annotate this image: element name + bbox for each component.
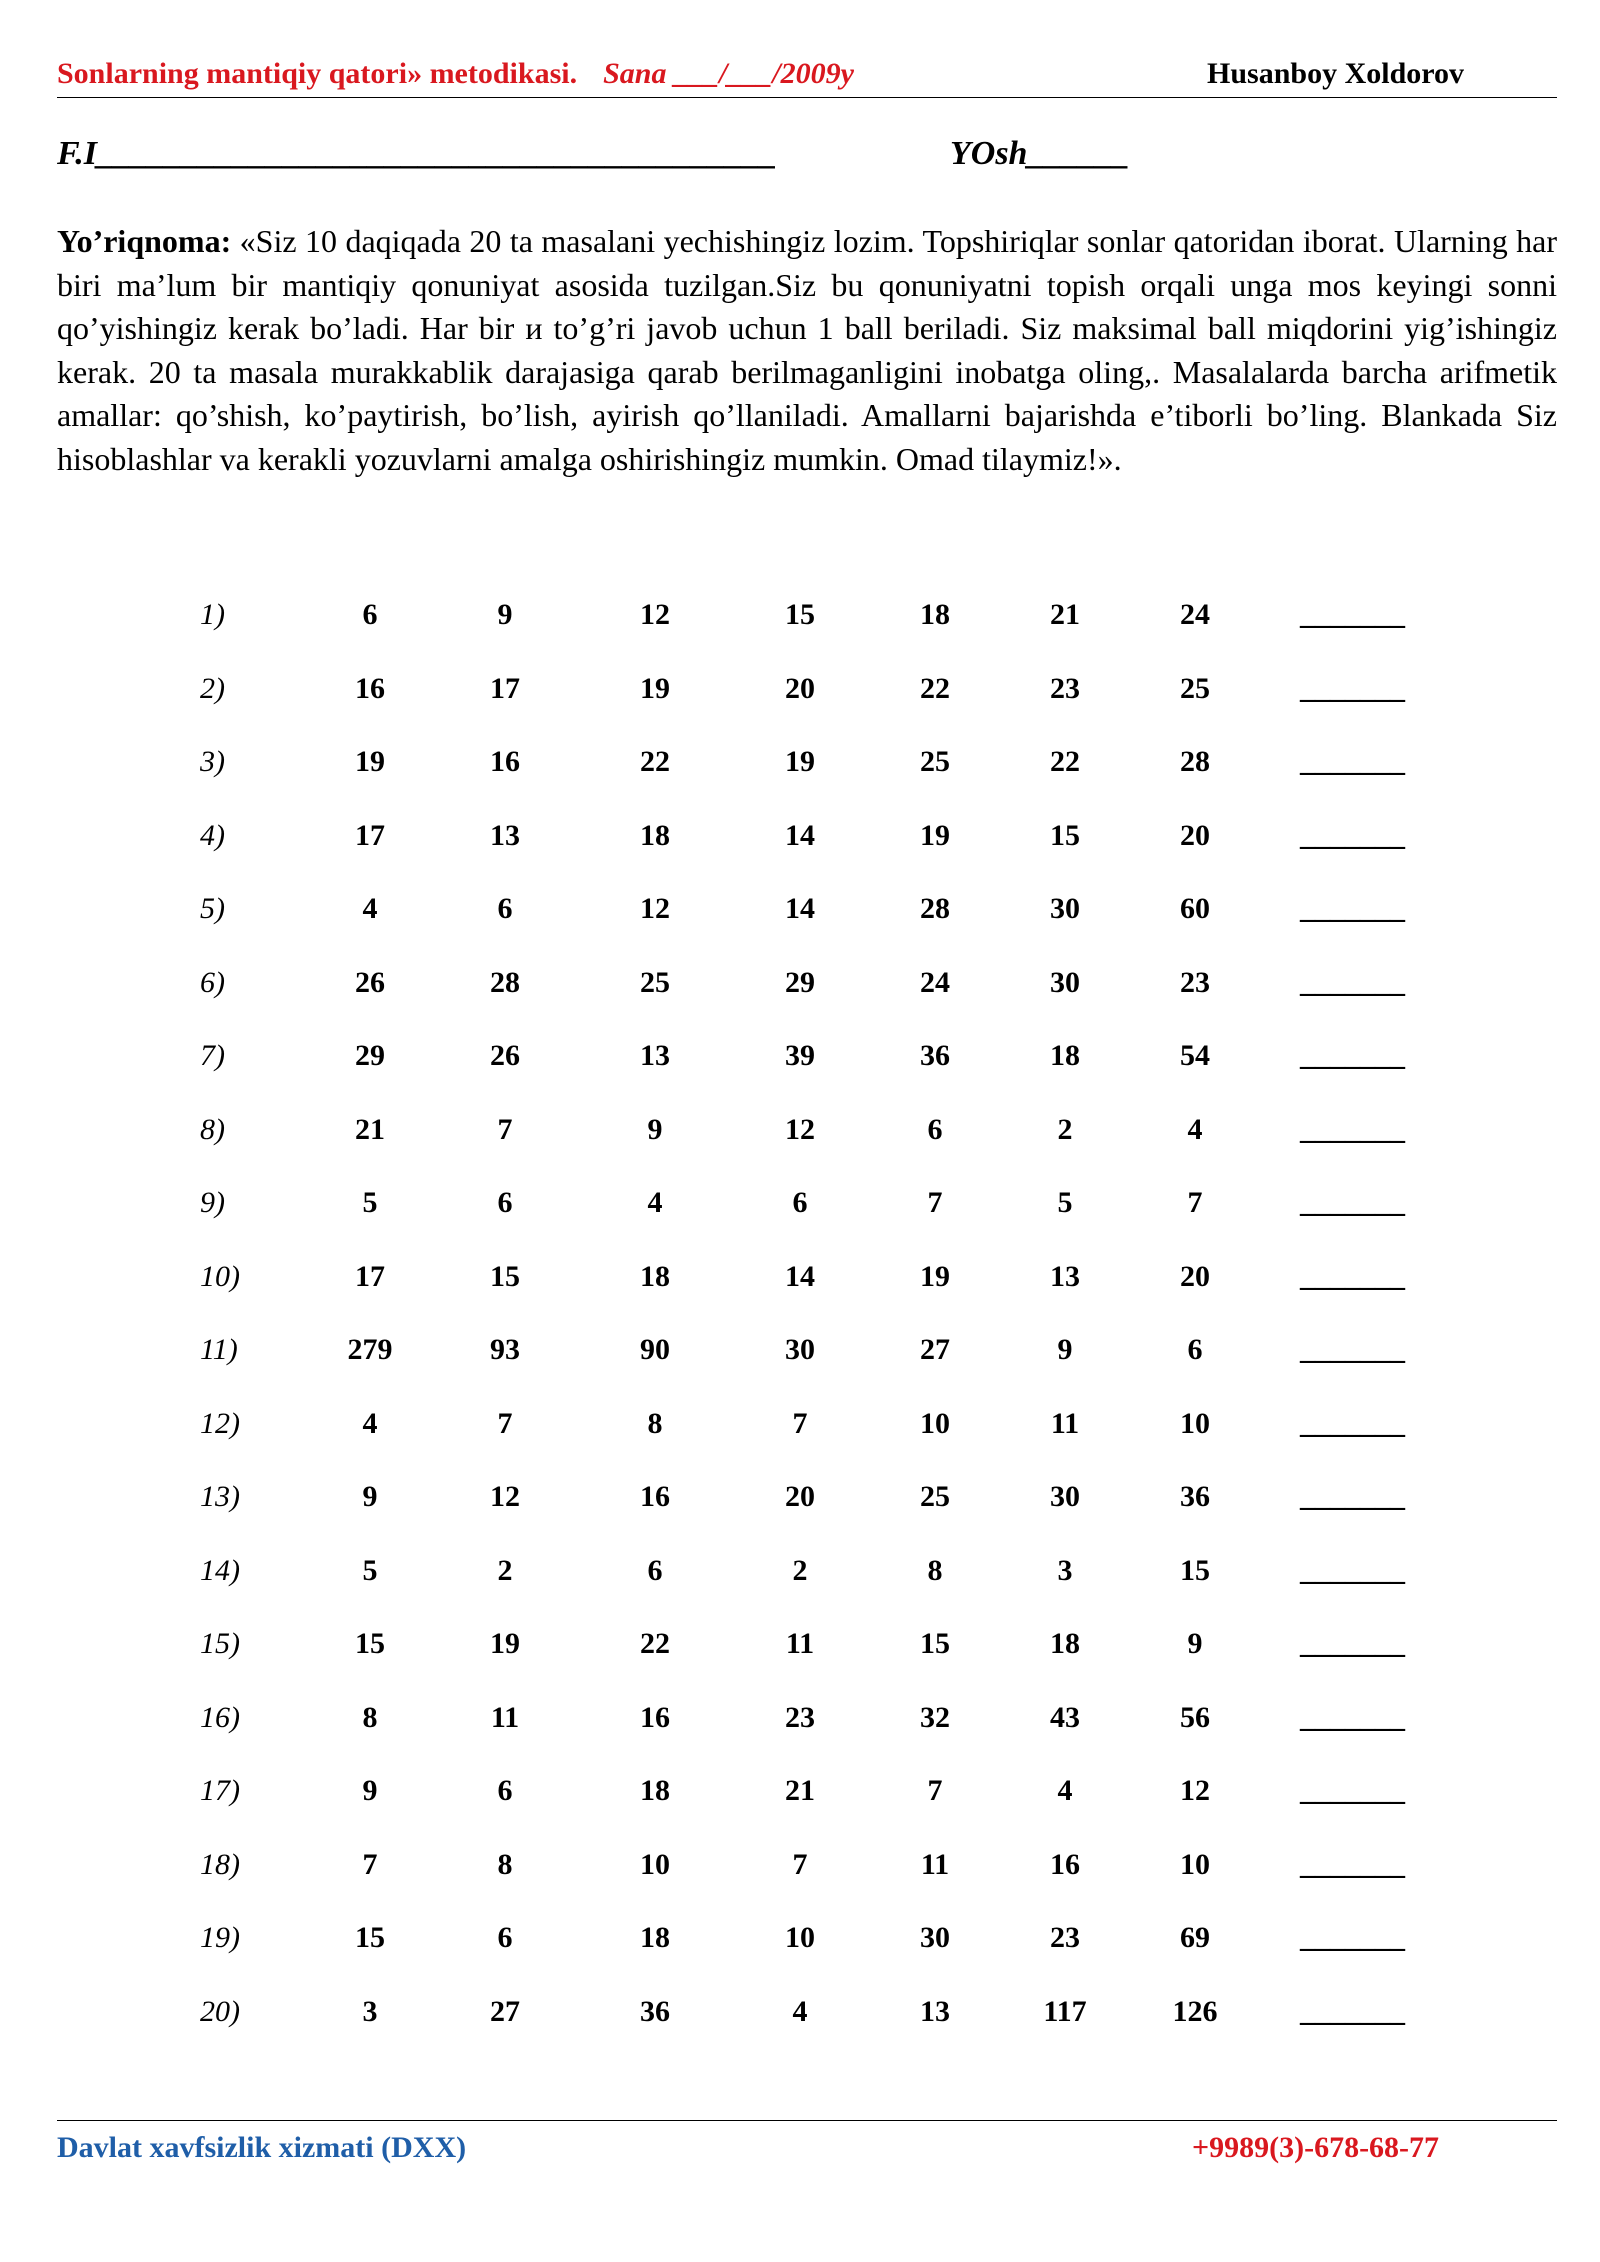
- sequence-value: 18: [640, 1259, 670, 1293]
- sequence-value: 10: [920, 1406, 950, 1440]
- answer-blank[interactable]: _______: [1300, 1921, 1405, 1954]
- sequence-value: 5: [362, 1553, 378, 1587]
- answer-blank[interactable]: _______: [1300, 1039, 1405, 1072]
- sequence-value: 15: [920, 1627, 950, 1660]
- sequence-value: 13: [490, 818, 520, 852]
- problem-number: 3): [200, 745, 225, 778]
- sequence-value: 8: [927, 1553, 943, 1587]
- sequence-value: 15: [785, 598, 815, 631]
- sequence-value: 18: [640, 1921, 670, 1954]
- sequence-value: 9: [497, 598, 513, 631]
- page-footer: [57, 2120, 1557, 2181]
- sequence-value: 25: [920, 1480, 950, 1513]
- sequence-value: 12: [785, 1112, 815, 1146]
- sequence-value: 8: [647, 1406, 663, 1440]
- sequence-value: 9: [1187, 1627, 1203, 1660]
- page-header: [57, 55, 1557, 98]
- sequence-value: 21: [355, 1112, 385, 1146]
- sequence-value: 117: [1043, 1994, 1087, 2028]
- sequence-value: 29: [785, 965, 815, 999]
- problem-number: 2): [200, 671, 225, 705]
- sequence-value: 30: [1050, 965, 1080, 999]
- sequence-value: 18: [1050, 1039, 1080, 1072]
- sequence-value: 19: [640, 671, 670, 705]
- problem-row: [0, 737, 1600, 787]
- author-name: Husanboy Xoldorov: [1207, 57, 1465, 90]
- problem-number: 6): [200, 965, 225, 999]
- sequence-value: 14: [785, 892, 815, 925]
- sequence-value: 16: [490, 745, 520, 778]
- sequence-value: 14: [785, 818, 815, 852]
- sequence-value: 23: [785, 1700, 815, 1734]
- sequence-value: 30: [1050, 892, 1080, 925]
- problem-number: 11): [200, 1333, 238, 1366]
- sequence-value: 16: [355, 671, 385, 705]
- sequence-value: 16: [640, 1480, 670, 1513]
- sequence-value: 28: [1180, 745, 1210, 778]
- sequence-value: 20: [1180, 1259, 1210, 1293]
- sequence-value: 11: [785, 1627, 815, 1660]
- problem-row: [0, 1399, 1600, 1449]
- answer-blank[interactable]: _______: [1300, 1333, 1405, 1366]
- sequence-value: 54: [1180, 1039, 1210, 1072]
- problem-number: 20): [200, 1994, 240, 2028]
- sequence-value: 10: [1180, 1847, 1210, 1881]
- sequence-value: 9: [647, 1112, 663, 1146]
- answer-blank[interactable]: _______: [1300, 745, 1405, 778]
- answer-blank[interactable]: _______: [1300, 1774, 1405, 1807]
- sequence-value: 10: [640, 1847, 670, 1881]
- sequence-value: 23: [1050, 671, 1080, 705]
- sequence-value: 2: [1057, 1112, 1073, 1146]
- problem-number: 18): [200, 1847, 240, 1881]
- problem-number: 16): [200, 1700, 240, 1734]
- sequence-value: 69: [1180, 1921, 1210, 1954]
- sequence-value: 22: [1050, 745, 1080, 778]
- sequence-value: 5: [1057, 1186, 1073, 1219]
- problem-number: 8): [200, 1112, 225, 1146]
- sequence-value: 19: [920, 1259, 950, 1293]
- answer-blank[interactable]: _______: [1300, 1994, 1405, 2028]
- sequence-value: 20: [1180, 818, 1210, 852]
- sequence-value: 6: [497, 1774, 513, 1807]
- problem-number: 13): [200, 1480, 240, 1513]
- sequence-value: 18: [640, 818, 670, 852]
- sequence-value: 4: [1057, 1774, 1073, 1807]
- problem-number: 14): [200, 1553, 240, 1587]
- problem-number: 15): [200, 1627, 240, 1660]
- problem-row: [0, 1766, 1600, 1816]
- sequence-value: 9: [1057, 1333, 1073, 1366]
- answer-blank[interactable]: _______: [1300, 598, 1405, 631]
- sequence-value: 6: [362, 598, 378, 631]
- sequence-value: 30: [785, 1333, 815, 1366]
- answer-blank[interactable]: _______: [1300, 1627, 1405, 1660]
- instructions: [57, 220, 1557, 481]
- sequence-value: 17: [490, 671, 520, 705]
- sequence-value: 6: [497, 1186, 513, 1219]
- problem-number: 19): [200, 1921, 240, 1954]
- sequence-value: 7: [792, 1847, 808, 1881]
- problem-number: 1): [200, 598, 225, 631]
- sequence-value: 25: [1180, 671, 1210, 705]
- instructions-label: Yo’riqnoma:: [57, 223, 232, 259]
- sequence-value: 3: [362, 1994, 378, 2028]
- problem-row: [0, 664, 1600, 714]
- problem-row: [0, 1031, 1600, 1081]
- problem-row: [0, 811, 1600, 861]
- sequence-value: 10: [785, 1921, 815, 1954]
- sequence-value: 279: [347, 1333, 393, 1366]
- sequence-value: 25: [640, 965, 670, 999]
- sequence-value: 21: [1050, 598, 1080, 631]
- sequence-value: 14: [785, 1259, 815, 1293]
- sequence-value: 19: [490, 1627, 520, 1660]
- sequence-value: 30: [1050, 1480, 1080, 1513]
- sequence-value: 93: [490, 1333, 520, 1366]
- sequence-value: 27: [920, 1333, 950, 1366]
- sequence-value: 15: [355, 1627, 385, 1660]
- sequence-value: 16: [640, 1700, 670, 1734]
- sequence-value: 36: [640, 1994, 670, 2028]
- problem-number: 12): [200, 1406, 240, 1440]
- problem-row: [0, 884, 1600, 934]
- sequence-value: 30: [920, 1921, 950, 1954]
- sequence-value: 36: [1180, 1480, 1210, 1513]
- answer-blank[interactable]: _______: [1300, 1259, 1405, 1293]
- problem-number: 10): [200, 1259, 240, 1293]
- sequence-value: 20: [785, 1480, 815, 1513]
- answer-blank[interactable]: _______: [1300, 1112, 1405, 1146]
- answer-blank[interactable]: _______: [1300, 671, 1405, 705]
- sequence-value: 5: [362, 1186, 378, 1219]
- sequence-value: 18: [1050, 1627, 1080, 1660]
- problem-row: [0, 1178, 1600, 1228]
- sequence-value: 22: [920, 671, 950, 705]
- sequence-value: 11: [1050, 1406, 1080, 1440]
- sequence-value: 12: [640, 892, 670, 925]
- sequence-value: 28: [490, 965, 520, 999]
- problem-row: [0, 1987, 1600, 2037]
- sequence-value: 10: [1180, 1406, 1210, 1440]
- answer-blank[interactable]: _______: [1300, 1406, 1405, 1440]
- sequence-value: 26: [355, 965, 385, 999]
- sequence-value: 7: [927, 1186, 943, 1219]
- sequence-value: 6: [792, 1186, 808, 1219]
- sequence-value: 15: [355, 1921, 385, 1954]
- sequence-value: 12: [640, 598, 670, 631]
- name-field[interactable]: F.I________________________________________: [57, 135, 778, 172]
- sequence-value: 15: [490, 1259, 520, 1293]
- answer-blank[interactable]: _______: [1300, 965, 1405, 999]
- sequence-value: 43: [1050, 1700, 1080, 1734]
- sequence-value: 6: [497, 892, 513, 925]
- sequence-value: 60: [1180, 892, 1210, 925]
- sequence-value: 22: [640, 1627, 670, 1660]
- problem-number: 5): [200, 892, 225, 925]
- problem-number: 7): [200, 1039, 225, 1072]
- problem-row: [0, 1105, 1600, 1155]
- sequence-value: 2: [497, 1553, 513, 1587]
- sequence-value: 8: [497, 1847, 513, 1881]
- sequence-value: 12: [1180, 1774, 1210, 1807]
- sequence-value: 27: [490, 1994, 520, 2028]
- problem-row: [0, 1619, 1600, 1669]
- sequence-value: 9: [362, 1480, 378, 1513]
- sequence-value: 7: [792, 1406, 808, 1440]
- document-title: [57, 57, 854, 91]
- problem-number: 9): [200, 1186, 225, 1219]
- sequence-value: 13: [920, 1994, 950, 2028]
- sequence-value: 36: [920, 1039, 950, 1072]
- sequence-value: 4: [362, 1406, 378, 1440]
- sequence-value: 16: [1050, 1847, 1080, 1881]
- problem-number: 17): [200, 1774, 240, 1807]
- sequence-value: 11: [490, 1700, 520, 1734]
- problem-row: [0, 1913, 1600, 1963]
- sequence-value: 13: [1050, 1259, 1080, 1293]
- sequence-value: 15: [1180, 1553, 1210, 1587]
- sequence-value: 7: [497, 1112, 513, 1146]
- age-field[interactable]: YOsh______: [950, 135, 1130, 172]
- date-field: Sana ___/___/2009y: [603, 57, 854, 90]
- problem-row: [0, 1252, 1600, 1302]
- sequence-value: 13: [640, 1039, 670, 1072]
- sequence-value: 7: [362, 1847, 378, 1881]
- sequence-value: 2: [792, 1553, 808, 1587]
- sequence-value: 4: [792, 1994, 808, 2028]
- sequence-value: 7: [1187, 1186, 1203, 1219]
- sequence-value: 24: [920, 965, 950, 999]
- sequence-value: 25: [920, 745, 950, 778]
- sequence-value: 6: [1187, 1333, 1203, 1366]
- answer-blank[interactable]: _______: [1300, 892, 1405, 925]
- answer-blank[interactable]: _______: [1300, 1186, 1405, 1219]
- sequence-value: 39: [785, 1039, 815, 1072]
- sequence-value: 23: [1180, 965, 1210, 999]
- footer-phone: +9989(3)-678-68-77: [1192, 2131, 1440, 2164]
- sequence-value: 7: [497, 1406, 513, 1440]
- sequence-value: 4: [1187, 1112, 1203, 1146]
- sequence-value: 19: [785, 745, 815, 778]
- sequence-value: 20: [785, 671, 815, 705]
- sequence-value: 7: [927, 1774, 943, 1807]
- sequence-value: 29: [355, 1039, 385, 1072]
- sequence-value: 3: [1057, 1553, 1073, 1587]
- sequence-value: 22: [640, 745, 670, 778]
- sequence-value: 17: [355, 818, 385, 852]
- sequence-value: 28: [920, 892, 950, 925]
- answer-blank[interactable]: _______: [1300, 1847, 1405, 1881]
- sequence-value: 6: [647, 1553, 663, 1587]
- problem-number: 4): [200, 818, 225, 852]
- sequence-value: 21: [785, 1774, 815, 1807]
- sequence-value: 18: [640, 1774, 670, 1807]
- answer-blank[interactable]: _______: [1300, 1553, 1405, 1587]
- answer-blank[interactable]: _______: [1300, 1700, 1405, 1734]
- problem-row: [0, 590, 1600, 640]
- sequence-value: 6: [927, 1112, 943, 1146]
- sequence-value: 4: [362, 892, 378, 925]
- sequence-value: 23: [1050, 1921, 1080, 1954]
- answer-blank[interactable]: _______: [1300, 818, 1405, 852]
- sequence-value: 24: [1180, 598, 1210, 631]
- sequence-value: 4: [647, 1186, 663, 1219]
- sequence-value: 17: [355, 1259, 385, 1293]
- problem-row: [0, 1472, 1600, 1522]
- problem-row: [0, 1840, 1600, 1890]
- sequence-value: 6: [497, 1921, 513, 1954]
- sequence-value: 9: [362, 1774, 378, 1807]
- title-text: Sonlarning mantiqiy qatori» metodikasi.: [57, 57, 578, 90]
- problem-row: [0, 1325, 1600, 1375]
- sequence-value: 90: [640, 1333, 670, 1366]
- sequence-value: 15: [1050, 818, 1080, 852]
- instructions-text: «Siz 10 daqiqada 20 ta masalani yechishingiz lozim. Topshiriqlar sonlar qatoridan iborat. Ularning har biri ma’lum bir mantiqiy qonuniyat asosida tuzilgan.Siz bu qonuniyatni topish orqali unga mos keyingi sonni qo’yishingiz kerak bo’ladi. Har bir и to’g’ri javob uchun 1 ball beriladi. Siz maksimal ball miqdorini yig’ishingiz kerak. 20 ta masala murakkablik darajasiga qarab berilmaganligini inobatga oling,. Masalalarda barcha arifmetik amallar: qo’shish, ko’paytirish, bo’lish, ayirish qo’llaniladi. Amallarni bajarishda e’tiborli bo’ling. Blankada Siz hisoblashlar va kerakli yozuvlarni amalga oshirishingiz mumkin. Omad tilaymiz!».: [57, 223, 1558, 477]
- sequence-value: 32: [920, 1700, 950, 1734]
- answer-blank[interactable]: _______: [1300, 1480, 1405, 1513]
- problem-row: [0, 1546, 1600, 1596]
- sequence-value: 19: [920, 818, 950, 852]
- sequence-value: 126: [1172, 1994, 1218, 2028]
- sequence-value: 56: [1180, 1700, 1210, 1734]
- sequence-value: 8: [362, 1700, 378, 1734]
- problem-row: [0, 1693, 1600, 1743]
- sequence-value: 12: [490, 1480, 520, 1513]
- problem-row: [0, 958, 1600, 1008]
- sequence-value: 11: [920, 1847, 950, 1881]
- sequence-value: 18: [920, 598, 950, 631]
- sequence-value: 19: [355, 745, 385, 778]
- footer-organization: Davlat xavfsizlik xizmati (DXX): [57, 2131, 467, 2164]
- sequence-value: 26: [490, 1039, 520, 1072]
